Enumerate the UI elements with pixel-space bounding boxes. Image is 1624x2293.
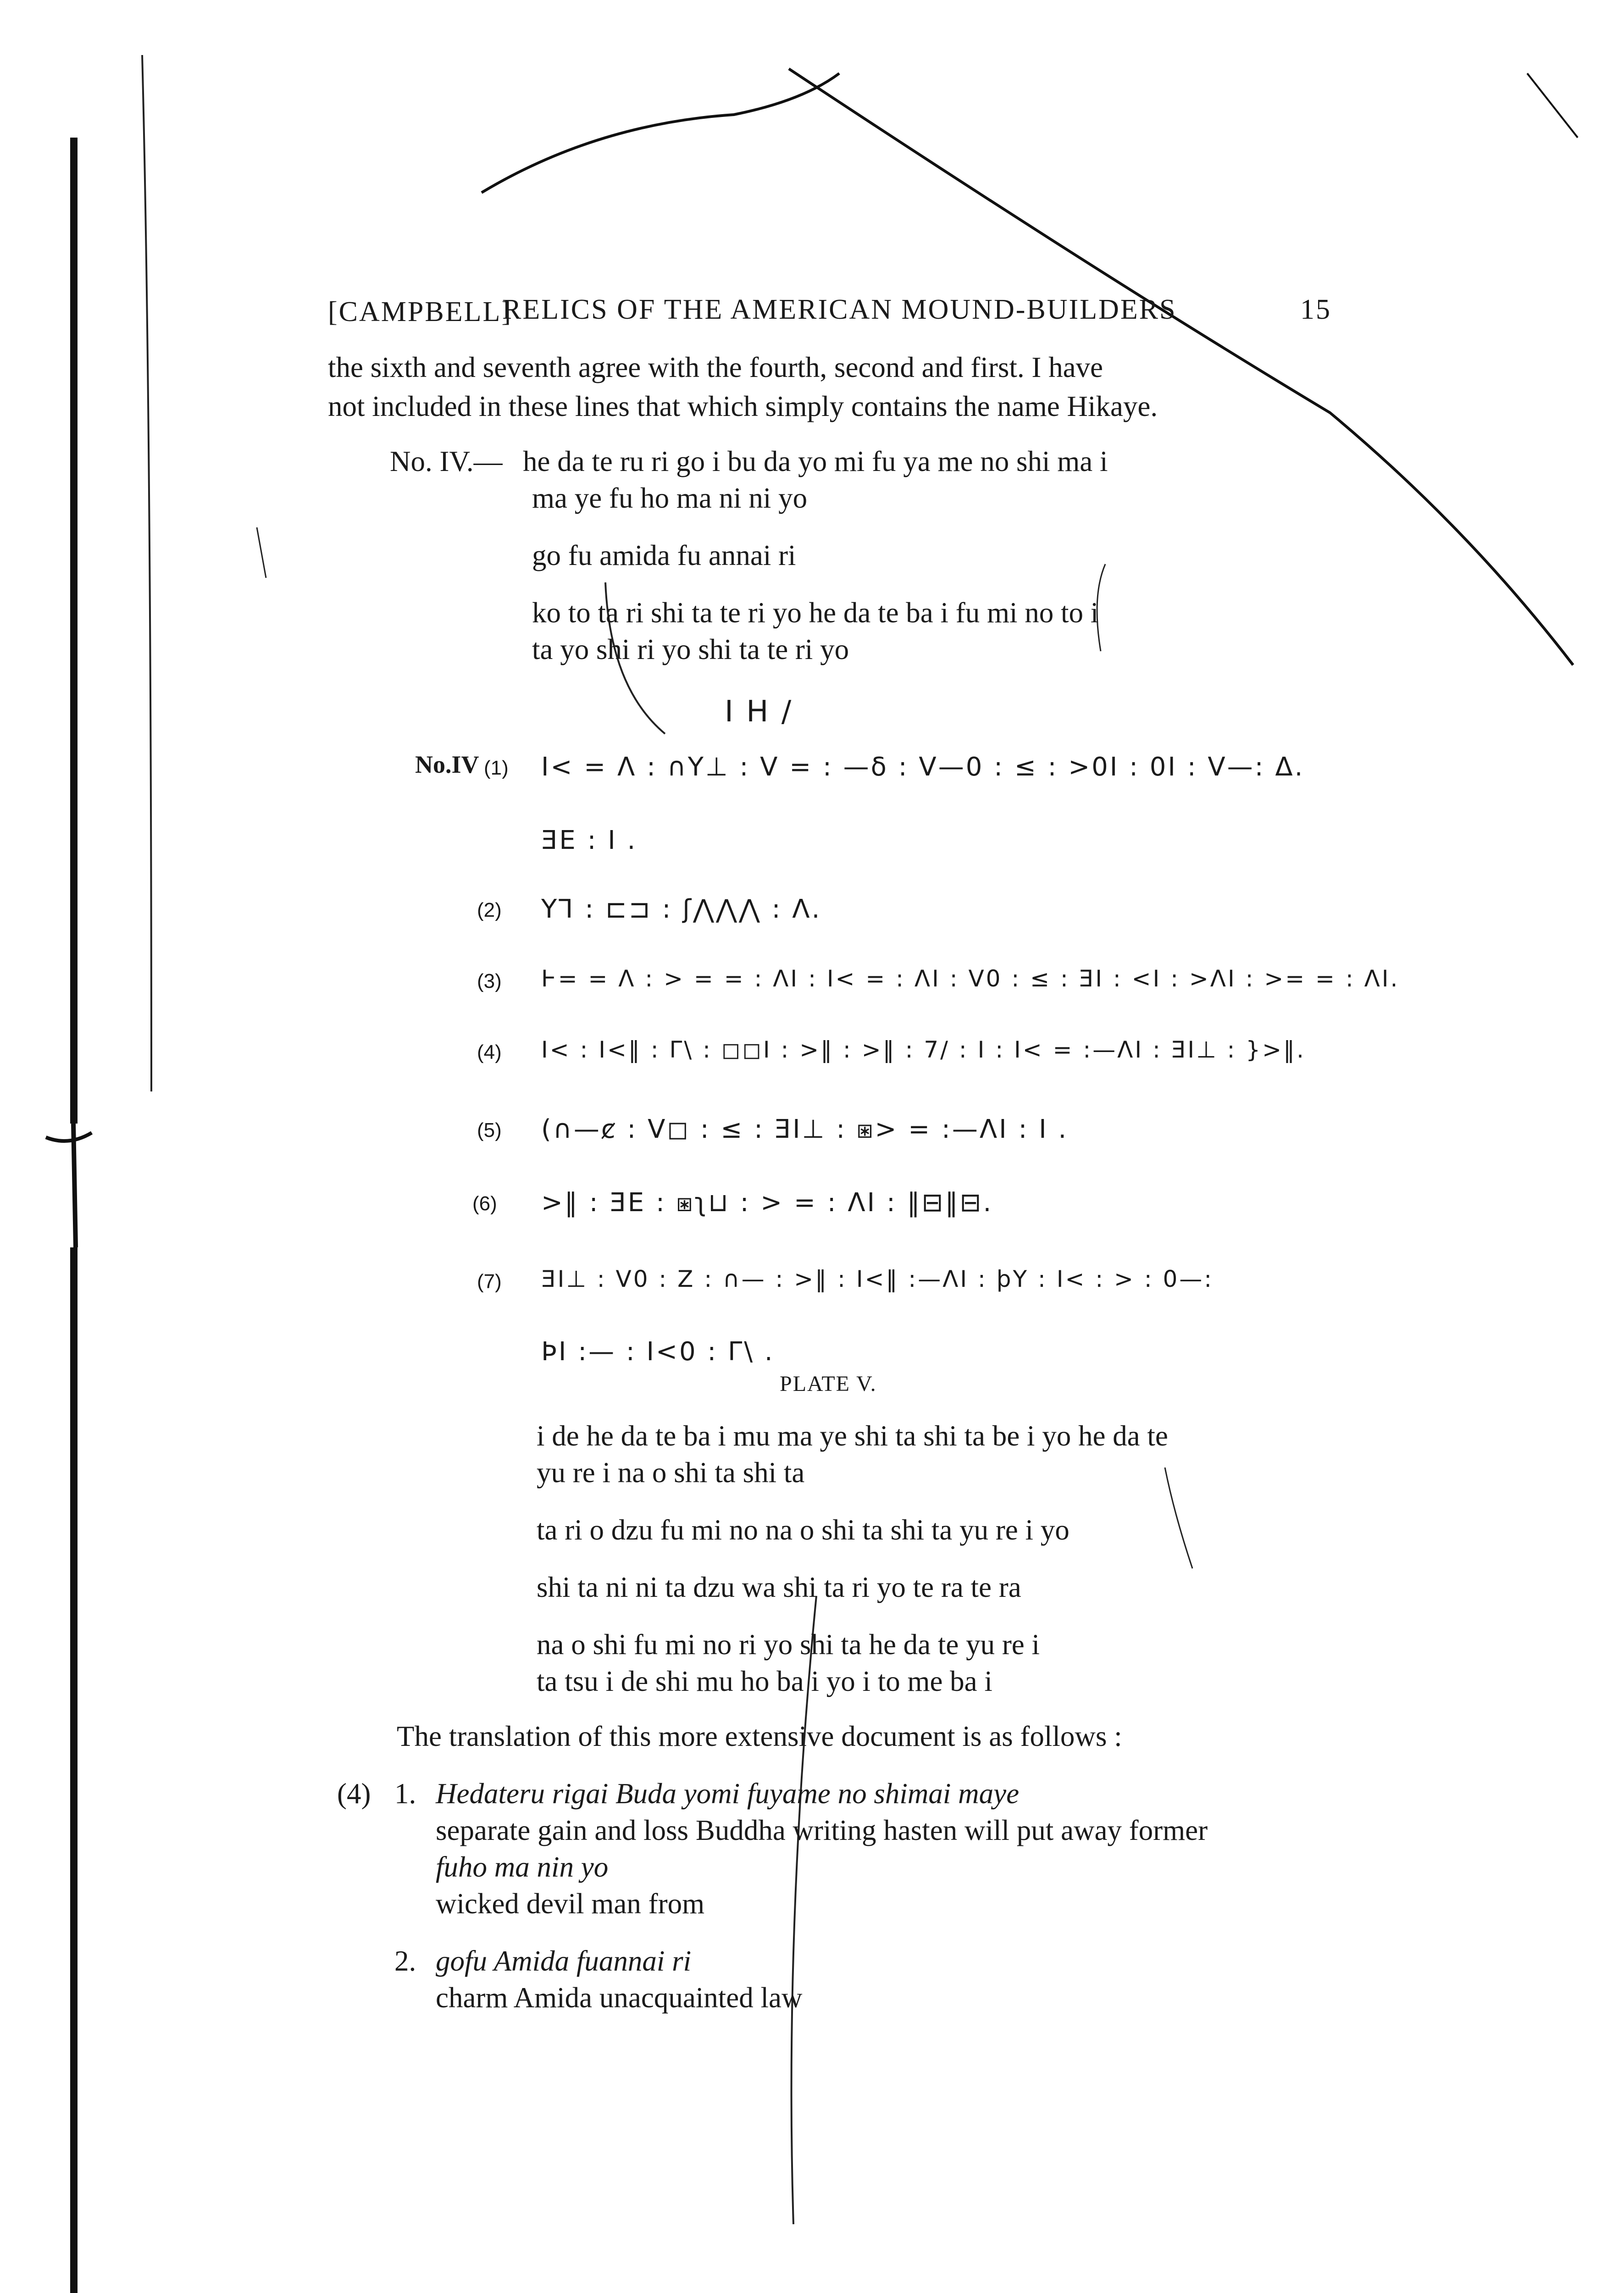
item-1-original-line-1: Hedateru rigai Buda yomi fuyame no shimai maye bbox=[436, 1778, 1020, 1810]
no4-reading-line-3: go fu amida fu annai ri bbox=[532, 539, 796, 571]
no4-label: No. IV.— bbox=[390, 445, 503, 477]
inscription-line: >‖ : ƎE : ⧆ʅ⊔ : > = : ΛI : ‖⊟‖⊟. bbox=[541, 1188, 993, 1218]
inscription-line-number: (2) bbox=[477, 899, 502, 921]
inscription-line-number: (6) bbox=[472, 1192, 497, 1215]
inscription-line-number: (5) bbox=[477, 1119, 502, 1141]
no4-reading-line-5: ta yo shi ri yo shi ta te ri yo bbox=[532, 633, 849, 665]
inscription-line-number: (4) bbox=[477, 1041, 502, 1063]
inscription-heading-glyph: I H / bbox=[725, 695, 793, 729]
inscription-line: (∩—ȼ : V◻ : ≤ : ƎI⊥ : ⧆> = :—ΛI : I . bbox=[541, 1114, 1069, 1144]
page-number: 15 bbox=[1300, 294, 1331, 325]
inscription-line: Ͱ= = Λ : > = = : ΛI : I< = : ΛI : V0 : ≤ : ƎI : <I : >ΛI : >= = : ΛI. bbox=[541, 965, 1400, 992]
translation-intro: The translation of this more extensive document is as follows : bbox=[397, 1720, 1122, 1752]
inscription-line: ƎE : I . bbox=[541, 825, 637, 855]
plate-label: PLATE V. bbox=[780, 1372, 877, 1396]
left-binding-bar-lower bbox=[70, 1247, 78, 2293]
plate-reading-line-2: yu re i na o shi ta shi ta bbox=[537, 1457, 805, 1489]
inscription-line: I< : I<‖ : Γ\ : ◻◻I : >‖ : >‖ : 7/ : I : I< = :—ΛI : ƎI⊥ : }>‖. bbox=[541, 1036, 1306, 1063]
plate-reading-line-1: i de he da te ba i mu ma ye shi ta shi ta be i yo he da te bbox=[537, 1420, 1168, 1452]
intro-line-2: not included in these lines that which simply contains the name Hikaye. bbox=[328, 390, 1158, 422]
inscription-line: Y⅂ : ⊏⊐ : ʃ⋀⋀⋀ : Λ. bbox=[541, 894, 822, 924]
no4-reading-line-2: ma ye fu ho ma ni ni yo bbox=[532, 482, 808, 514]
inscription-line-number: (7) bbox=[477, 1270, 502, 1293]
inscription-label: No.IV bbox=[415, 751, 479, 778]
item-2-gloss: charm Amida unacquainted law bbox=[436, 1982, 803, 2014]
inscription-line: ϷI :— : I<0 : Γ\ . bbox=[541, 1337, 775, 1367]
running-header-author: [CAMPBELL] bbox=[328, 296, 512, 327]
running-header-title: RELICS OF THE AMERICAN MOUND-BUILDERS bbox=[502, 294, 1177, 325]
plate-reading-line-3: ta ri o dzu fu mi no na o shi ta shi ta yu re i yo bbox=[537, 1514, 1070, 1546]
left-binding-bar-upper bbox=[70, 138, 78, 1124]
item-1-gloss-line-1: separate gain and loss Buddha writing hasten will put away former bbox=[436, 1814, 1208, 1846]
arc-pencil-line bbox=[482, 73, 839, 193]
inscription-line: I< = Λ : ∩Y⊥ : V = : —δ : V—0 : ≤ : >0I : 0I : V—: Δ. bbox=[541, 752, 1305, 782]
item-2-original: gofu Amida fuannai ri bbox=[436, 1945, 692, 1977]
item-2-number: 2. bbox=[394, 1945, 416, 1977]
no4-reading-line-4: ko to ta ri shi ta te ri yo he da te ba i fu mi no to i bbox=[532, 597, 1099, 629]
item-1-number: 1. bbox=[394, 1778, 416, 1810]
plate-reading-line-5: na o shi fu mi no ri yo shi ta he da te yu re i bbox=[537, 1628, 1040, 1661]
item-1-original-line-2: fuho ma nin yo bbox=[436, 1851, 609, 1883]
plate-reading-line-4: shi ta ni ni ta dzu wa shi ta ri yo te ra te ra bbox=[537, 1571, 1021, 1603]
intro-line-1: the sixth and seventh agree with the fourth, second and first. I have bbox=[328, 351, 1103, 383]
translation-marker: (4) bbox=[337, 1778, 371, 1810]
item-1-gloss-line-2: wicked devil man from bbox=[436, 1888, 705, 1920]
inscription-line: ƎI⊥ : V0 : Z : ∩— : >‖ : I<‖ :—ΛI : ϸY : I< : > : 0—: bbox=[541, 1266, 1214, 1292]
plate-reading-line-6: ta tsu i de shi mu ho ba i yo i to me ba i bbox=[537, 1665, 992, 1697]
inscription-line-number: (1) bbox=[484, 757, 509, 779]
no4-reading-line-1: he da te ru ri go i bu da yo mi fu ya me no shi ma i bbox=[523, 445, 1108, 477]
inscription-line-number: (3) bbox=[477, 970, 502, 992]
